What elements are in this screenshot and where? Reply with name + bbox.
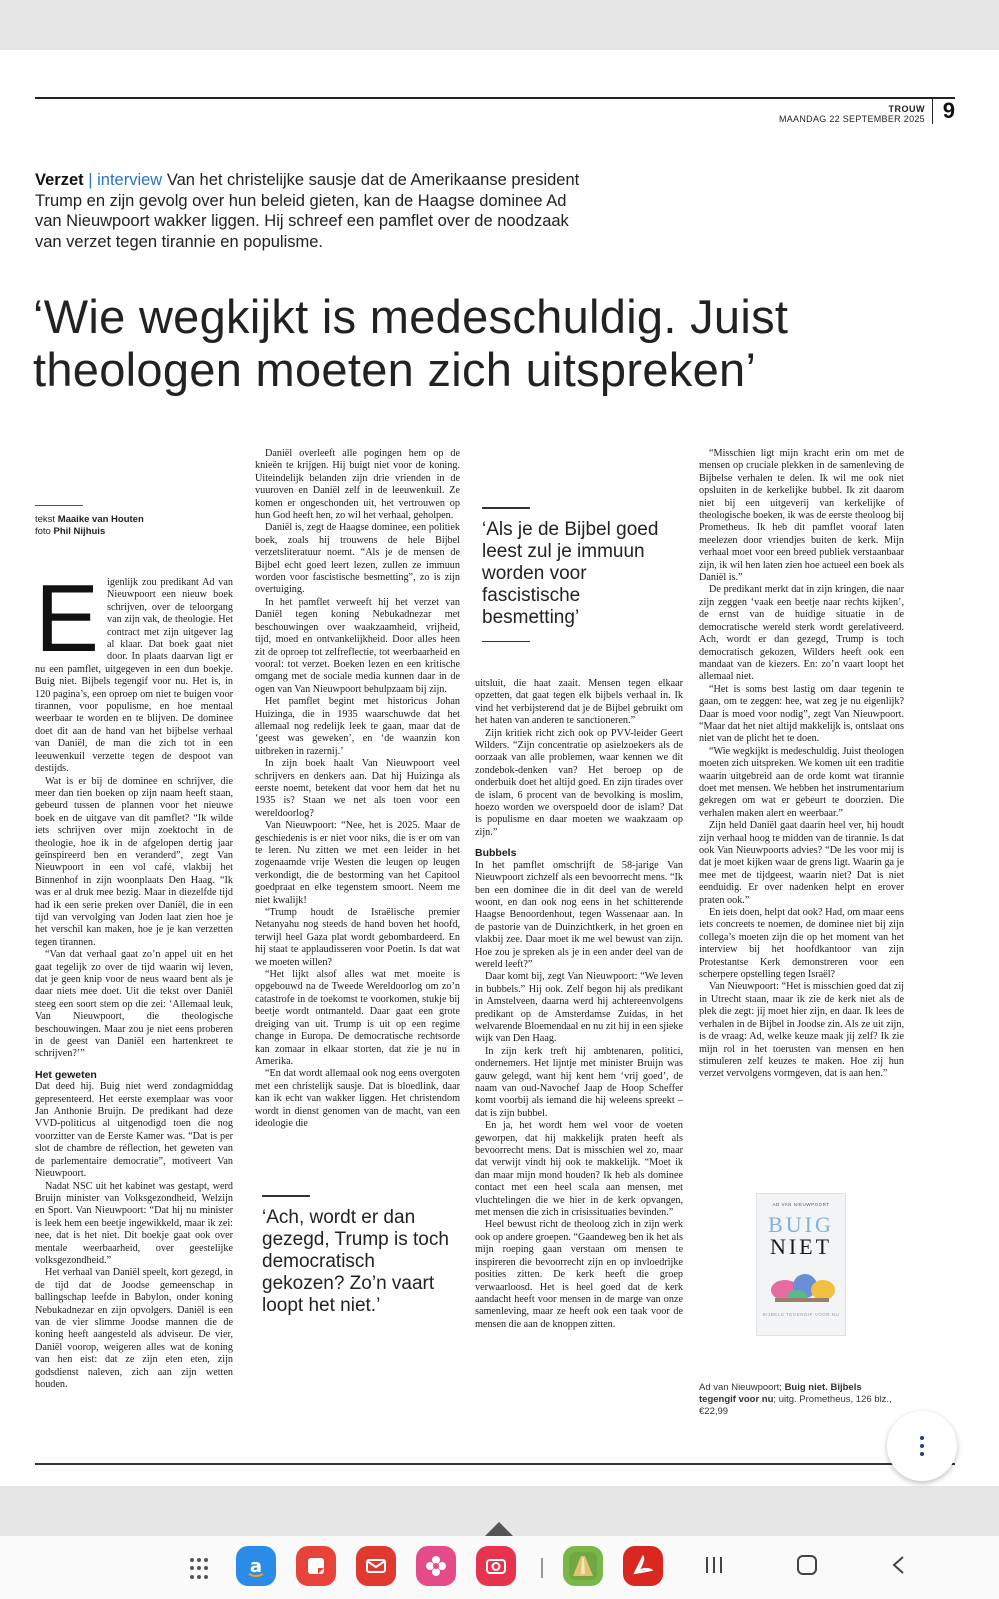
book-caption-title: Buig niet. Bijbels tegengif voor nu [699, 1382, 862, 1405]
byline-rule [35, 505, 83, 506]
pull-quote-1 [482, 507, 682, 642]
paragraph: In zijn kerk treft hij ambtenaren, politici, ondernemers. Het lijntje met minister Bruijn was gauw gelegd, want hij kent hem ‘vrij goed’, de naam van oud-Navochef Jaap de Hoop Scheffer komt voorbij als iemand die hij weleens spreekt – dat is zijn bubbel. [475, 1045, 683, 1119]
byline-text-label: tekst [35, 514, 56, 525]
book-caption-author: Ad van Nieuwpoort; [699, 1382, 782, 1393]
paragraph: “Trump houdt de Israëlische premier Netanyahu nog steeds de hand boven het hoofd, terwijl heel Gaza plat wordt gebombardeerd. En hij staat te applaudisseren voor Poetin. Is dat wat we moeten willen? [255, 907, 460, 968]
book-cover-illustration [765, 1266, 839, 1304]
headline-line-1: ‘Wie wegkijkt is medeschuldig. Juist [33, 290, 789, 343]
article-headline [33, 290, 933, 396]
bottom-rule [35, 1463, 955, 1465]
taskbar [0, 1536, 999, 1599]
byline [35, 505, 144, 538]
quote-rule [482, 641, 530, 642]
home-icon [796, 1554, 818, 1576]
book-cover-author: AD VAN NIEUWPOORT [772, 1202, 830, 1207]
pdf-reader-app-icon[interactable] [623, 1546, 663, 1586]
paragraph: Daniël is, zegt de Haagse dominee, een politiek boek, zoals hij trouwens de hele Bijbel verzetsliteratuur noemt. “Als je de mensen de Bijbel echt goed leert lezen, zullen ze immuun worden voor fascistische besmetting”, zo is zijn overtuiging. [255, 522, 460, 596]
taskbar-handle[interactable] [484, 1522, 514, 1537]
article-column-4 [699, 448, 904, 1081]
headline-line-2: theologen moeten zich uitspreken’ [33, 343, 757, 396]
recents-button[interactable] [703, 1554, 725, 1582]
back-icon [888, 1554, 910, 1576]
paragraph: De predikant merkt dat in zijn kringen, die naar zijn zeggen ‘vaak een beetje naar rechts kijken’, de ernst van de huidige situatie in de democratische wereld sterk wordt gerelativeerd. Ach, wordt er dan gezegd, Trump is toch democratisch gekozen, Wilders heeft ook een mandaat van de kiezers. En: zo’n vaart loopt het allemaal niet. [699, 584, 904, 683]
recents-icon [703, 1554, 725, 1576]
paragraph: igenlijk zou predikant Ad van Nieuwpoort een nieuw boek schrijven, over de teloorgang van zijn vak, de theologie. Het contract met zijn uitgever lag al klaar. Dat boek gaat niet door. In plaats daarvan ligt er nu een pamflet, uitgegeven in een dun boekje. Buig niet. Bijbels tegengif voor nu. Het is, in 120 pagina’s, een oproep om niet te buigen voor tirannen, voor populisme, en hoe mentaal weerbaar te worden en te blijven. De dominee doet dit aan de hand van het bijbelse verhaal van Daniël, de man die zich tot in een leeuwenkuil verzette tegen de despoot van destijds. [35, 577, 233, 775]
paragraph: “Het is soms best lastig om daar tegenin te gaan, om te zeggen: hee, wat zeg je nu eigenlijk? Daar is moed voor nodig”, zegt Van Nieuwpoort. “Maar dat het niet altijd makkelijk is, ontslaat ons niet van de plicht het te doen. [699, 683, 904, 745]
notes-app-icon[interactable] [296, 1546, 336, 1586]
byline-photo-label: foto [35, 526, 51, 537]
intro-kicker: Verzet [35, 171, 84, 189]
paragraph: “Wie wegkijkt is medeschuldig. Juist theologen moeten zich uitspreken. We komen uit een traditie waarin uitgebreid aan de orde komt wat tirannie doet met mensen. We hebben het instrumentarium gekregen om wat er gebeurt te doorzien. Die verhalen maken alert en weerbaar.” [699, 745, 904, 819]
svg-text:a: a [249, 1556, 263, 1577]
paragraph: Het pamflet begint met historicus Johan Huizinga, die in 1935 waarschuwde dat het allemaal nog redelijk leek te gaan, maar dat de ‘geest was geweken’, en ‘de waanzin kon uitbreken in razernij.’ [255, 696, 460, 757]
pull-quote-text: ‘Als je de Bijbel goed leest zul je immuun worden voor fascistische besmetting’ [482, 519, 659, 628]
paragraph: In het pamflet verweeft hij het verzet van Daniël tegen koning Nebukadnezar met beschouwingen over waakzaamheid, vrijheid, tijd, moed en ontvankelijkheid. Door alles heen zit de oproep tot zelfreflectie, tot weerbaarheid en vooral: tot verzet. Boeken lezen en een kritische omgang met de sociale media kunnen daar in de ogen van Van Nieuwpoort behulpzaam bij zijn. [255, 596, 460, 695]
article-column-1 [35, 565, 233, 1391]
paragraph: “Van dat verhaal gaat zo’n appel uit en het gaat tegelijk zo over de tijd waarin wij leven, dat je geen knip voor de neus waard bent als je daar niets mee doet. Uit die tekst over Daniël steeg een soort stem op die zei: ‘Allemaal leuk, Van Nieuwpoort, die theologische beschouwingen. Maar zou je niet eens proberen in de geest van Daniël een hartenkreet te schrijven?’” [35, 949, 233, 1060]
paragraph: Zijn kritiek richt zich ook op PVV-leider Geert Wilders. “Zijn concentratie op asielzoekers als de oorzaak van alle problemen, waar kennen we dit zondebok-denken van? Het beroep op de onderbuik doet het altijd goed. En zijn tirades over de islam, 6 procent van de bevolking is moslim, hoezo worden we overspoeld door de islam? Dat is populisme en daar moeten we waakzaam op zijn.” [475, 727, 683, 838]
paragraph: uitsluit, die haat zaait. Mensen tegen elkaar opzetten, dat gaat tegen elk bijbels verhaal in. Ik vind het verbijsterend dat je de Bijbel gebruikt om het haten van anderen te sanctioneren.” [475, 678, 683, 727]
top-status-area [0, 0, 999, 50]
home-button[interactable] [796, 1554, 818, 1580]
book-caption-details: ; uitg. Prometheus, 126 blz., €22,99 [699, 1394, 892, 1417]
amazon-shopping-icon[interactable] [236, 1546, 276, 1586]
paragraph: En iets doen, helpt dat ook? Had, om maar eens iets concreets te noemen, de dominee niet bij zijn collega’s moeten zijn die op het moment van het interview bij het hoofdkantoor van zijn Protestantse Kerk demonstreren voor een scherpere opstelling tegen Israël? [699, 907, 904, 981]
article-column-3 [475, 678, 683, 1331]
paragraph: Dat deed hij. Buig niet werd zondagmiddag gepresenteerd. Het eerste exemplaar was voor Jan Anthonie Bruijn. De predikant had deze VVD-politicus al uitgenodigd toen die nog voorzitter van de Eerste Kamer was. “Dat is per slot de chambre de réflection, het geweten van de parlementaire democratie”, motiveert Van Nieuwpoort. [35, 1081, 233, 1180]
book-cover-image [756, 1193, 846, 1336]
byline-photographer: Phil Nijhuis [53, 526, 106, 537]
paragraph: Wat is er bij de dominee en schrijver, die meer dan tien boeken op zijn naam heeft staan, gebeurd tussen de plannen voor het nieuwe boek en de uitgave van dit pamflet? “Ik wilde iets schrijven over mijn zoektocht in de theologie, hoe ik in de afgelopen dertig jaar geïnspireerd ben en veranderd”, zegt Van Nieuwpoort in een vol café, vlakbij het Binnenhof in zijn woonplaats Den Haag. “Ik was er al druk mee bezig. Maar in diezelfde tijd had ik een serie preken over Daniël, die in een tijd van vervolging van Joden laat zien hoe je het verschil kan maken, hoe je je kan verzetten tegen tirannen. [35, 775, 233, 948]
paragraph: Van Nieuwpoort: “Het is misschien goed dat zij in Utrecht staan, maar ik zie de kerk niet als de plek die zegt: jij moet hier zijn, en daar. Ik lees de verhalen in de Bijbel in Joodse zin. Als ze uit zijn, is de vraag: Ad, welke keuze maak jij zelf? Ik zie mijn rol in het toerusten van mensen en hen stimuleren zelf keuzes te maken. Hoe zij hun verzet vervolgens vormgeven, dat is aan hen.” [699, 981, 904, 1080]
book-cover-title-2: NIET [769, 1234, 833, 1259]
book-caption [699, 1382, 899, 1418]
paragraph: Het verhaal van Daniël speelt, kort gezegd, in de tijd dat de Joodse gemeenschap in ballingschap leefde in Babylon, onder koning Nebukadnezar en zijn opvolgers. Daniël is een van de vier slimme Joodse mannen die de koning heeft aangesteld als adviseur. De vier, Daniël voorop, weigeren alles wat de koning van hen eist: dat ze zijn eten eten, zijn godsdienst naleven, zich aan zijn wetten houden. [35, 1267, 233, 1390]
paragraph: “Het lijkt alsof alles wat met moeite is opgebouwd na de Tweede Wereldoorlog om zo’n catastrofe in de toekomst te voorkomen, stukje bij beetje wordt ontmanteld. Daar gaat een grote dreiging van uit. Trump is uit op een regime change in Europa. De democratische rechtsorde kan zomaar in elkaar storten, dat zie je nu in Amerika. [255, 969, 460, 1067]
quote-rule [482, 507, 530, 509]
newspaper-name: TROUW [888, 104, 925, 114]
more-options-button[interactable] [887, 1411, 957, 1481]
subheading: Bubbels [475, 847, 517, 860]
paragraph: Daar komt bij, zegt Van Nieuwpoort: “We leven in bubbels.” Hij ook. Zelf begon hij als predikant in Amstelveen, daarna werd hij achtereenvolgens predikant op de Amsterdamse Zuidas, in het welvarende Bloemendaal en nu zit hij in een sjieke wijk van Den Haag. [475, 971, 683, 1045]
back-button[interactable] [888, 1554, 910, 1580]
pull-quote-2 [262, 1195, 457, 1317]
intro-text: Van het christelijke sausje dat de Amerikaanse president Trump en zijn gevolg over hun beleid gieten, kan de Haagse dominee Ad van Nieuwpoort wakker liggen. Hij schreef een pamflet over de noodzaak van verzet tegen tirannie en populisme. [35, 171, 580, 251]
book-cover-subtitle: BIJBELS TEGENGIF VOOR NU [762, 1312, 840, 1317]
more-vert-icon [920, 1436, 924, 1456]
pull-quote-text: ‘Ach, wordt er dan gezegd, Trump is toch democratisch gekozen? Zo’n vaart loopt het niet.’ [262, 1207, 449, 1316]
issue-date: MAANDAG 22 SEPTEMBER 2025 [778, 114, 925, 124]
paragraph: Daniël overleeft alle pogingen hem op de knieën te krijgen. Hij buigt niet voor de koning. Uiteindelijk belanden zijn drie vrienden in de vuuroven en Daniël zelf in de leeuwenkuil. Ze komen er ongeschonden uit, het vertrouwen op hun God heeft hen, zo wil het verhaal, geholpen. [255, 448, 460, 522]
intro-lede [35, 170, 595, 252]
top-rule [35, 97, 955, 99]
paragraph: In het pamflet omschrijft de 58-jarige Van Nieuwpoort zichzelf als een bevoorrecht mens. “Ik ben een dominee die in dit deel van de wereld woont, en dan ook nog eens in het schitterende Haagse Benoordenhout, tegen Wassenaar aan. In de pastorie van de Duinzichtkerk, in het groen en vlakbij zee. Daar moet ik me wel bewust van zijn. Hoe zou je spreken als je in een ander deel van de wereld leeft?” [475, 859, 683, 970]
quote-rule [262, 1195, 310, 1197]
newspaper-page[interactable] [0, 50, 999, 1486]
flower-app-icon[interactable] [416, 1546, 456, 1586]
maps-app-icon[interactable] [563, 1546, 603, 1586]
camera-app-icon[interactable] [476, 1546, 516, 1586]
byline-author: Maaike van Houten [57, 514, 144, 525]
paragraph: In zijn boek haalt Van Nieuwpoort veel schrijvers en denkers aan. Dat hij Huizinga als eerste noemt, betekent dat voor hem dat het nu 1935 is? Staan we net als toen voor een wereldoorlog? [255, 758, 460, 819]
book-cover-title-1: BUIG [768, 1212, 834, 1237]
masthead [779, 104, 925, 124]
article-column-2 [255, 448, 460, 1130]
email-app-icon[interactable] [356, 1546, 396, 1586]
subheading: Het geweten [35, 1068, 97, 1081]
drop-cap: E [35, 565, 100, 672]
intro-separator: | [88, 171, 93, 189]
taskbar-separator [541, 1558, 543, 1578]
paragraph: Van Nieuwpoort: “Nee, het is 2025. Maar de geschiedenis is er niet voor niks, die is er om van te leren. Nu zitten we met een leider in het zogenaamde vrije Westen die leugen op leugen verkondigt, die de bestorming van het Capitool goedpraat en elke tegenstem smoort. Neem me niet kwalijk! [255, 820, 460, 906]
intro-type: interview [97, 171, 163, 189]
page-number: 9 [932, 98, 955, 124]
paragraph: “Misschien ligt mijn kracht erin om met de mensen op cruciale plekken in de samenleving de Bijbelse verhalen te delen. Ik wil me ook niet opsluiten in de kerkelijke bubbel. Ik zit daarom niet bij een uitgeverij van kerkelijke of theologische boeken, ik was de eerste theoloog bij Prometheus. Ik heb dit pamflet vooraf laten meelezen door vriendjes buiten de kerk. Mijn verhaal moet voor een breed publiek verstaanbaar zijn, ik wil hen laten zien hoe actueel een boek als Daniël is.” [699, 448, 904, 584]
paragraph: Heel bewust richt de theoloog zich in zijn werk ook op andere groepen. “Gaandeweg ben ik het als mijn roeping gaan verstaan om mensen te inspireren die bevoorrecht zijn en op invloedrijke posities zitten. De kerk heeft die groep verwaarloosd. Het is heel goed dat de kerk aandacht heeft voor mensen in de marge van onze samenleving, maar ze heeft ook een taak voor de mensen die aan de knoppen zitten. [475, 1219, 683, 1330]
paragraph: “En dat wordt allemaal ook nog eens overgoten met een christelijk sausje. Dat is bloedlink, daar kan ik echt van wakker liggen. Het christendom wordt in dienst genomen van de macht, van een ideologie die [255, 1068, 460, 1129]
paragraph: Zijn held Daniël gaat daarin heel ver, hij houdt zijn verhaal hoog te midden van de tirannie. Is dat ook Van Nieuwpoorts advies? “De les voor mij is dat je moet kijken waar de grens ligt. Waarin ga je mee met de tijdgeest, waarin niet? Dat is niet eenduidig. Er over nadenken helpt en erover praten ook.” [699, 820, 904, 906]
paragraph: Nadat NSC uit het kabinet was gestapt, werd Bruijn minister van Volksgezondheid, Welzijn en Sport. Van Nieuwpoort: “Dat hij nu minister is leek hem een beetje ingewikkeld, maar ik zei: nee, dat is het niet. Dit boekje gaat ook over mentale weerbaarheid, over geestelijke volksgezondheid.” [35, 1180, 233, 1266]
app-drawer-icon[interactable] [190, 1558, 212, 1580]
paragraph: En ja, het wordt hem wel voor de voeten geworpen, dat hij makkelijk praten heeft als bevoorrecht mens. Dat is misschien wel zo, maar dat verwijt vindt hij ook te makkelijk. “Moet ik dan maar mijn mond houden? Ik heb als dominee contact met een heel scala aan mensen, met vluchtelingen die we hier in de kerk opvangen, met mensen die zich in crisissituaties bevinden.” [475, 1120, 683, 1219]
